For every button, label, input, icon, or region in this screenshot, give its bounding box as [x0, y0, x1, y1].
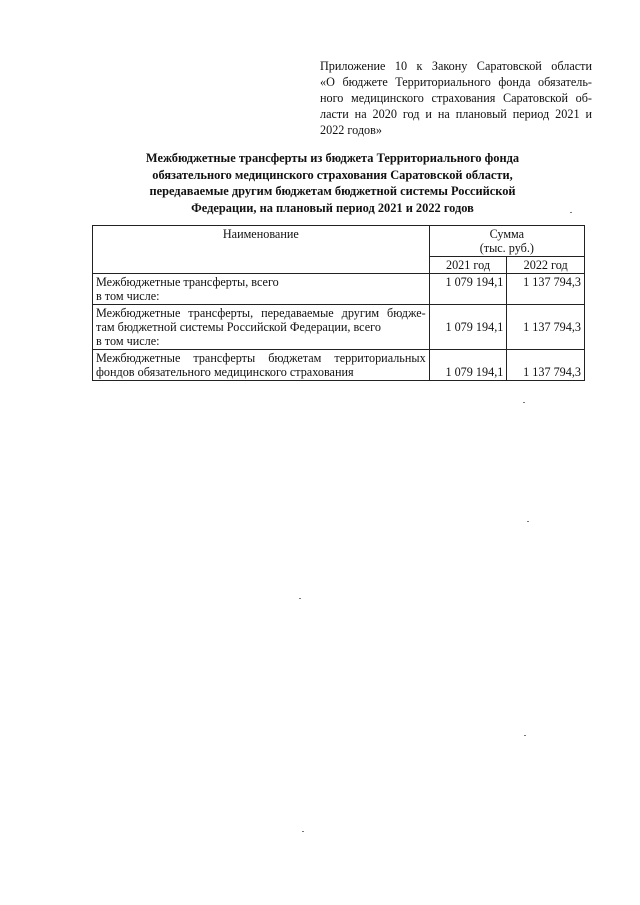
- scan-speck: [524, 735, 526, 736]
- document-title: [120, 150, 545, 216]
- row-name: [93, 305, 430, 350]
- annex-line: 2022 годов»: [320, 123, 383, 137]
- transfers-table: [92, 225, 585, 381]
- value-2021: 1 079 194,1: [429, 350, 507, 381]
- title-line: Федерации, на плановый период 2021 и 2022 годов: [191, 200, 474, 215]
- row-name-line: Межбюджетные трансферты, всего: [96, 275, 279, 289]
- annex-line: ного медицинского страхования Саратовской об-: [320, 91, 592, 105]
- row-name-line: в том числе:: [96, 289, 160, 303]
- scan-speck: [299, 598, 301, 599]
- value-2021: 1 079 194,1: [429, 274, 507, 305]
- row-name-line: фондов обязательного медицинского страхования: [96, 365, 354, 379]
- row-name-line: там бюджетной системы Российской Федерации, всего: [96, 320, 381, 334]
- title-line: Межбюджетные трансферты из бюджета Территориального фонда: [145, 151, 520, 165]
- annex-note: [320, 58, 592, 138]
- annex-line: Приложение 10 к Закону Саратовской области: [320, 59, 592, 73]
- title-line: обязательного медицинского страхования Саратовской области,: [152, 167, 513, 182]
- header-sum-label: Сумма: [489, 227, 525, 241]
- annex-line: «О бюджете Территориального фонда обязатель-: [320, 75, 592, 89]
- row-name-line: Межбюджетные трансферты бюджетам территориальных: [96, 351, 426, 365]
- scan-speck: [527, 521, 529, 522]
- value-2022: 1 137 794,3: [507, 305, 585, 350]
- header-name: Наименование: [93, 226, 430, 274]
- table-row: [93, 274, 585, 305]
- row-name: [93, 350, 430, 381]
- table-row: [93, 305, 585, 350]
- scan-speck: [570, 212, 572, 213]
- header-sum-unit: (тыс. руб.): [479, 241, 534, 255]
- header-year-2022: 2022 год: [507, 257, 585, 274]
- header-sum: [429, 226, 584, 257]
- scan-speck: [302, 831, 304, 832]
- annex-line: ласти на 2020 год и на плановый период 2021 и: [320, 107, 592, 121]
- header-year-2021: 2021 год: [429, 257, 507, 274]
- table-row: [93, 350, 585, 381]
- row-name-line: в том числе:: [96, 334, 160, 348]
- value-2022: 1 137 794,3: [507, 274, 585, 305]
- value-2021: 1 079 194,1: [429, 305, 507, 350]
- row-name: [93, 274, 430, 305]
- row-name-line: Межбюджетные трансферты, передаваемые другим бюдже-: [96, 306, 426, 320]
- table-header-row: [93, 226, 585, 257]
- scan-speck: [523, 402, 525, 403]
- title-line: передаваемые другим бюджетам бюджетной системы Российской: [149, 184, 516, 198]
- value-2022: 1 137 794,3: [507, 350, 585, 381]
